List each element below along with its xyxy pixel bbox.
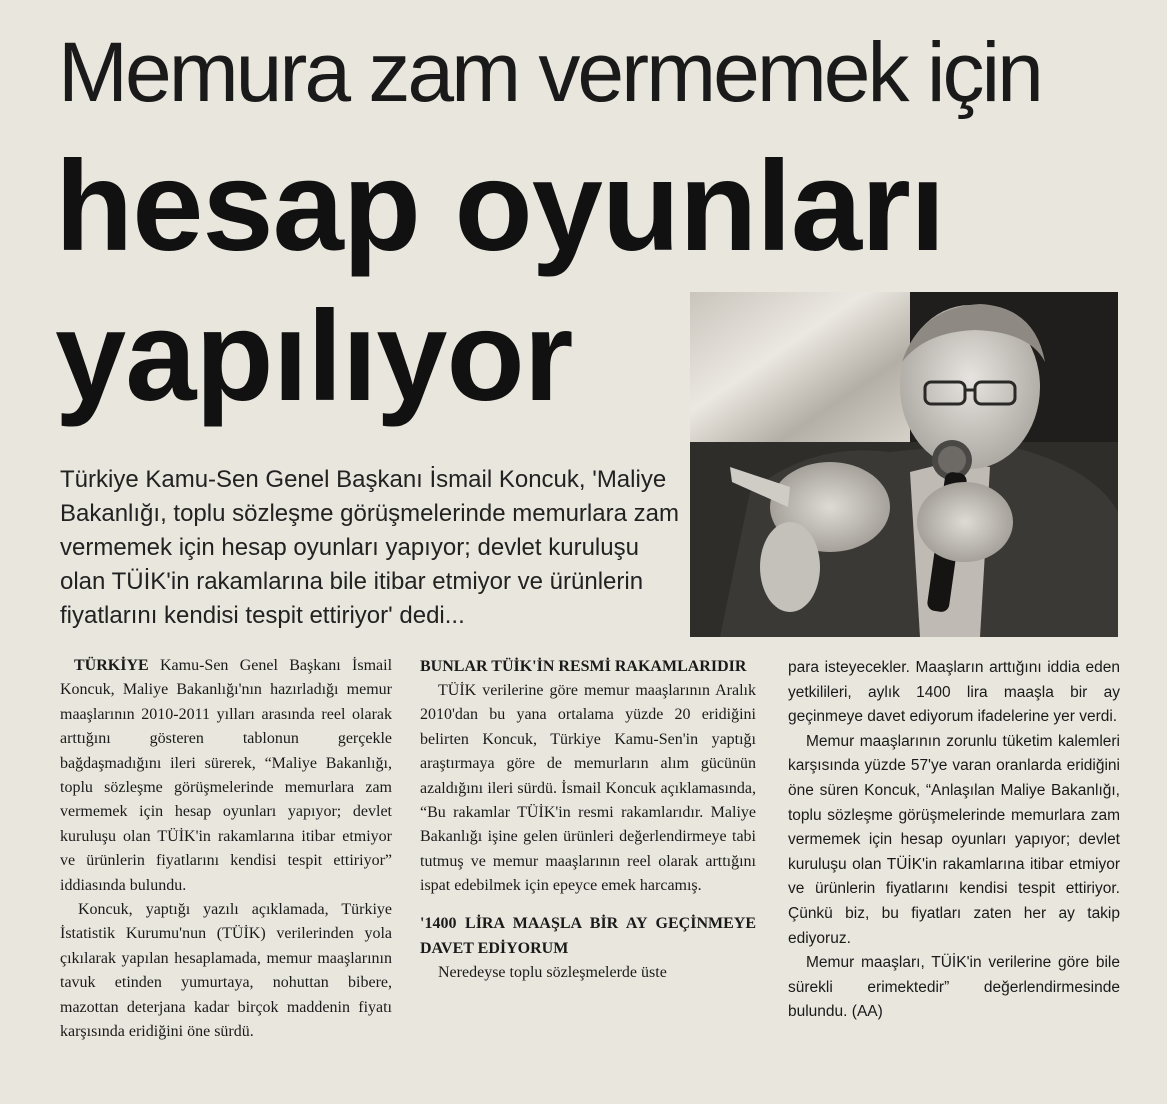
headline-line-2: hesap oyunları bbox=[55, 135, 945, 278]
lead-paragraph: Türkiye Kamu-Sen Genel Başkanı İsmail Koncuk, 'Maliye Bakanlığı, toplu sözleşme görüşmelerinde memurlara zam vermemek için hesap oyunları yapıyor; devlet kuruluşu olan TÜİK'in rakamlarına bile itibar etmiyor ve ürünlerin fiyatlarını kendisi tespit ettiriyor' dedi... bbox=[60, 466, 679, 629]
col1-paragraph-1-text: Kamu-Sen Genel Başkanı İsmail Koncuk, Maliye Bakanlığı'nın hazırladığı memur maaşlarının 2010-2011 yılları arasında reel olarak arttığını gösteren tablonun gerçekle bağdaşmadığını ileri sürerek, “Maliye Bakanlığı, toplu sözleşme görüşmelerinde memurlara zam vermemek için hesap oyunları yapıyor; devlet kuruluşu olan TÜİK'in rakamlarına itibar etmiyor ve ürünlerin fiyatlarını kendisi tespit ettiriyor” iddiasında bulundu. bbox=[60, 657, 393, 894]
speaker-illustration bbox=[690, 292, 1118, 637]
headline-line-1: Memura zam vermemek için bbox=[58, 25, 1041, 119]
article-column-3 bbox=[788, 656, 1120, 1025]
subheading-2: '1400 LİRA MAAŞLA BİR AY GEÇİNMEYE DAVET EDİYORUM bbox=[420, 914, 756, 957]
col3-paragraph-2: Memur maaşlarının zorunlu tüketim kalemleri karşısında yüzde 57'ye varan oranlarda eridiğini öne süren Koncuk, “Anlaşılan Maliye Bakanlığı, toplu sözleşme görüşmelerinde memurlara zam vermemek için hesap oyunları yapıyor; devlet kuruluşu olan TÜİK'in rakamlarına itibar etmiyor ve ürünlerin fiyatlarını kendisi tespit ettiriyor. Çünkü biz, bu fiyatları zaten her ay takip ediyoruz. bbox=[788, 732, 1120, 947]
speaker-photo bbox=[690, 292, 1118, 637]
col3-paragraph-3: Memur maaşları, TÜİK'in verilerine göre bile sürekli erimektedir” değerlendirmesinde bulundu. (AA) bbox=[788, 954, 1120, 1021]
subheading-1: BUNLAR TÜİK'İN RESMİ RAKAMLARIDIR bbox=[420, 658, 747, 675]
col1-paragraph-1 bbox=[60, 654, 392, 898]
article-column-2 bbox=[420, 654, 756, 985]
col3-paragraph-1: para isteyecekler. Maaşların arttığını iddia eden yetkilileri, aylık 1400 lira maaşla bir ay geçinmeye davet ediyorum ifadelerine yer verdi. bbox=[788, 659, 1120, 726]
col2-paragraph-2: Neredeyse toplu sözleşmelerde üste bbox=[438, 963, 667, 981]
dateline: TÜRKİYE bbox=[74, 657, 149, 674]
col2-paragraph-1: TÜİK verilerine göre memur maaşlarının Aralık 2010'dan bu yana ortalama yüzde 20 eridiğini belirten Koncuk, Türkiye Kamu-Sen'in yaptığı araştırmaya göre de memurların alım gücünün azaldığını ileri sürdü. İsmail Koncuk açıklamasında, “Bu rakamlar TÜİK'in resmi rakamlarıdır. Maliye Bakanlığı işine gelen ürünleri değerlendirmeye tabi tutmuş ve memur maaşlarının reel olarak arttığını ispat edebilmek için epeyce emek harcamış. bbox=[420, 682, 756, 895]
col1-paragraph-2: Koncuk, yaptığı yazılı açıklamada, Türkiye İstatistik Kurumu'nun (TÜİK) verilerinden yola çıkılarak yapılan hesaplamada, memur maaşlarının tavuk etinden yumurtaya, nohuttan bibere, mazottan deterjana kadar birçok maddenin fiyatı karşısında eridiğini öne sürdü. bbox=[60, 901, 392, 1041]
headline-line-3: yapılıyor bbox=[55, 285, 573, 428]
article-column-1 bbox=[60, 654, 392, 1045]
